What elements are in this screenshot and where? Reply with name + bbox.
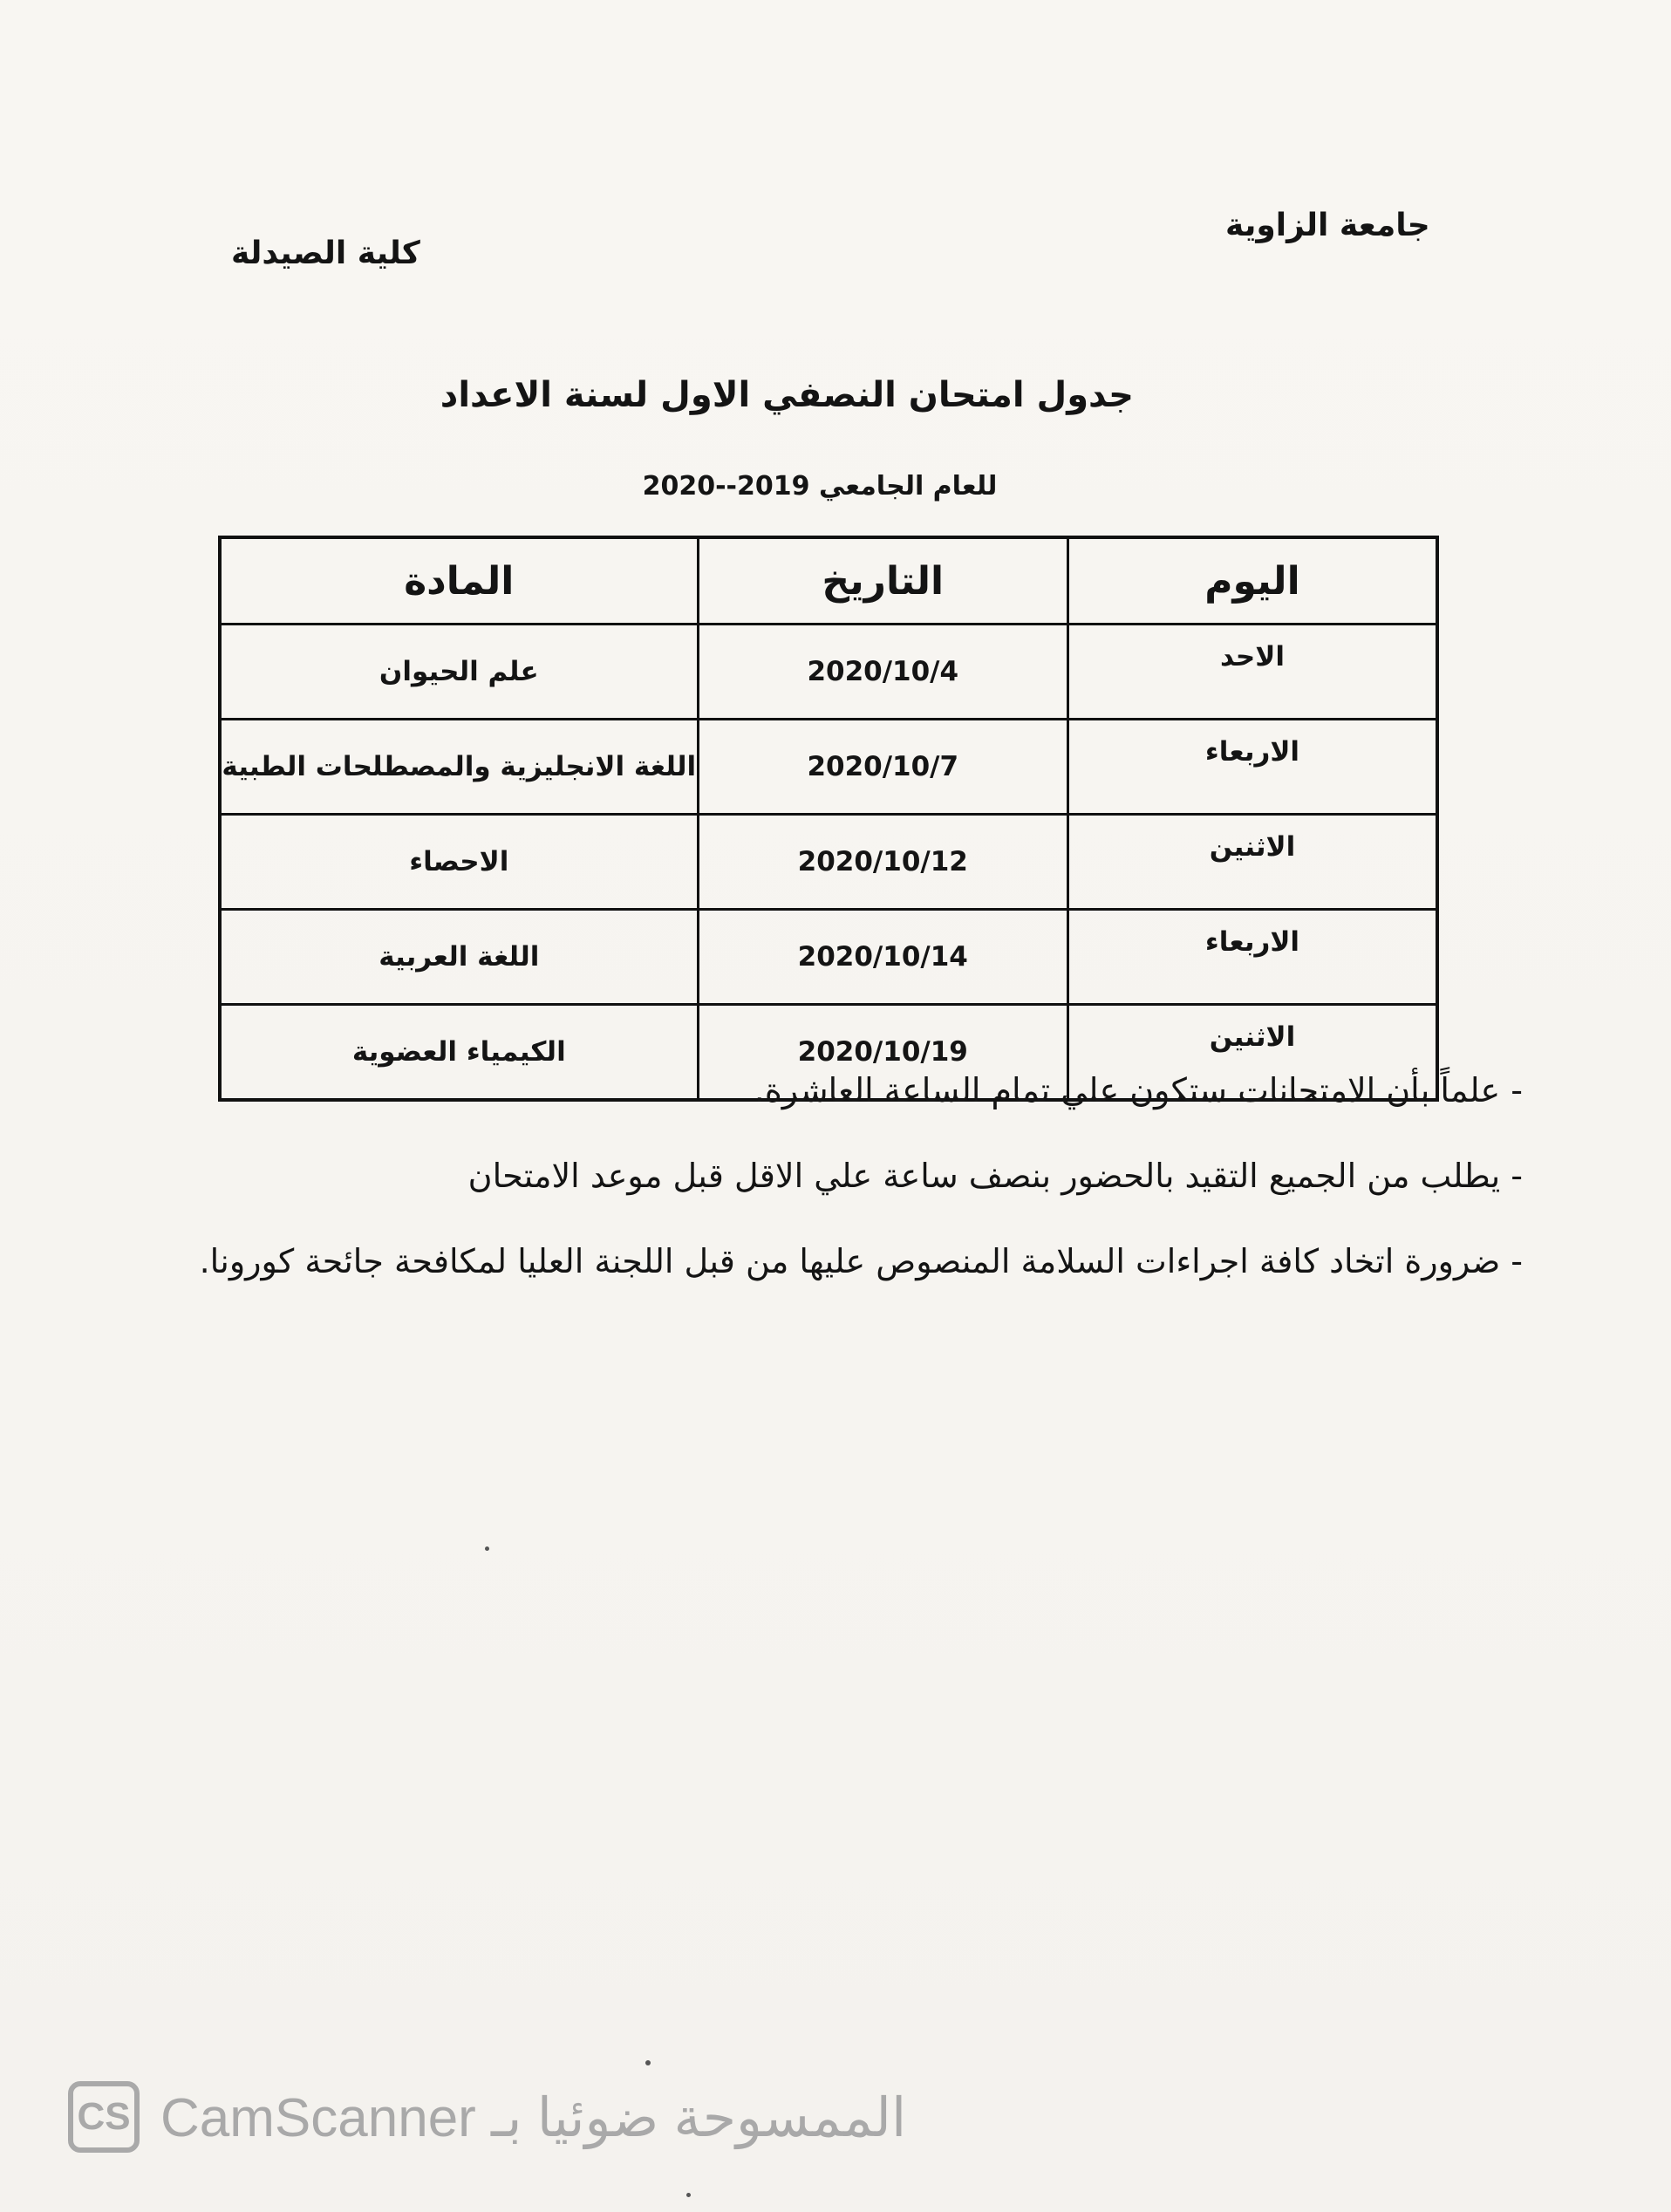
cell-subject: اللغة الانجليزية والمصطلحات الطبية <box>220 720 698 815</box>
exam-schedule-table <box>218 536 1439 1102</box>
note-safety: - ضرورة اتخاد كافة اجراءات السلامة المنصوص عليها من قبل اللجنة العليا لمكافحة جائحة كورونا. <box>199 1242 1523 1280</box>
table-header-row <box>220 537 1437 625</box>
table-row <box>220 720 1437 815</box>
university-name: جامعة الزاوية <box>1225 208 1430 243</box>
table-row <box>220 910 1437 1005</box>
cell-date: 2020/10/4 <box>698 625 1067 720</box>
cell-date: 2020/10/19 <box>698 1005 1067 1101</box>
cell-date: 2020/10/7 <box>698 720 1067 815</box>
camscanner-logo-icon: CS <box>68 2081 140 2153</box>
note-attendance: - يطلب من الجميع التقيد بالحضور بنصف ساعة علي الاقل قبل موعد الامتحان <box>467 1157 1523 1195</box>
cell-subject: اللغة العربية <box>220 910 698 1005</box>
cell-subject: علم الحيوان <box>220 625 698 720</box>
cell-day: الاربعاء <box>1067 910 1437 1005</box>
note-exam-time: - علماً بأن الامتحانات ستكون علي تمام الساعة العاشرة. <box>754 1071 1523 1109</box>
cell-day: الاثنين <box>1067 1005 1437 1101</box>
cell-subject: الاحصاء <box>220 815 698 910</box>
cell-date: 2020/10/14 <box>698 910 1067 1005</box>
camscanner-watermark <box>68 2078 906 2156</box>
document-title: جدول امتحان النصفي الاول لسنة الاعداد <box>440 375 1134 415</box>
faculty-name: كلية الصيدلة <box>231 236 420 271</box>
header-day: اليوم <box>1067 537 1437 625</box>
cell-day: الاثنين <box>1067 815 1437 910</box>
cell-subject: الكيمياء العضوية <box>220 1005 698 1101</box>
table-row <box>220 625 1437 720</box>
notes-section <box>110 1068 1523 1325</box>
cell-date: 2020/10/12 <box>698 815 1067 910</box>
academic-year: للعام الجامعي 2019--2020 <box>642 471 998 502</box>
header-subject: المادة <box>220 537 698 625</box>
header-date: التاريخ <box>698 537 1067 625</box>
table-row <box>220 815 1437 910</box>
scan-speck <box>645 2060 651 2065</box>
scan-speck <box>485 1546 489 1551</box>
cell-day: الاحد <box>1067 625 1437 720</box>
cell-day: الاربعاء <box>1067 720 1437 815</box>
scan-speck <box>686 2193 691 2197</box>
watermark-text: الممسوحة ضوئيا بـ CamScanner <box>160 2087 907 2148</box>
